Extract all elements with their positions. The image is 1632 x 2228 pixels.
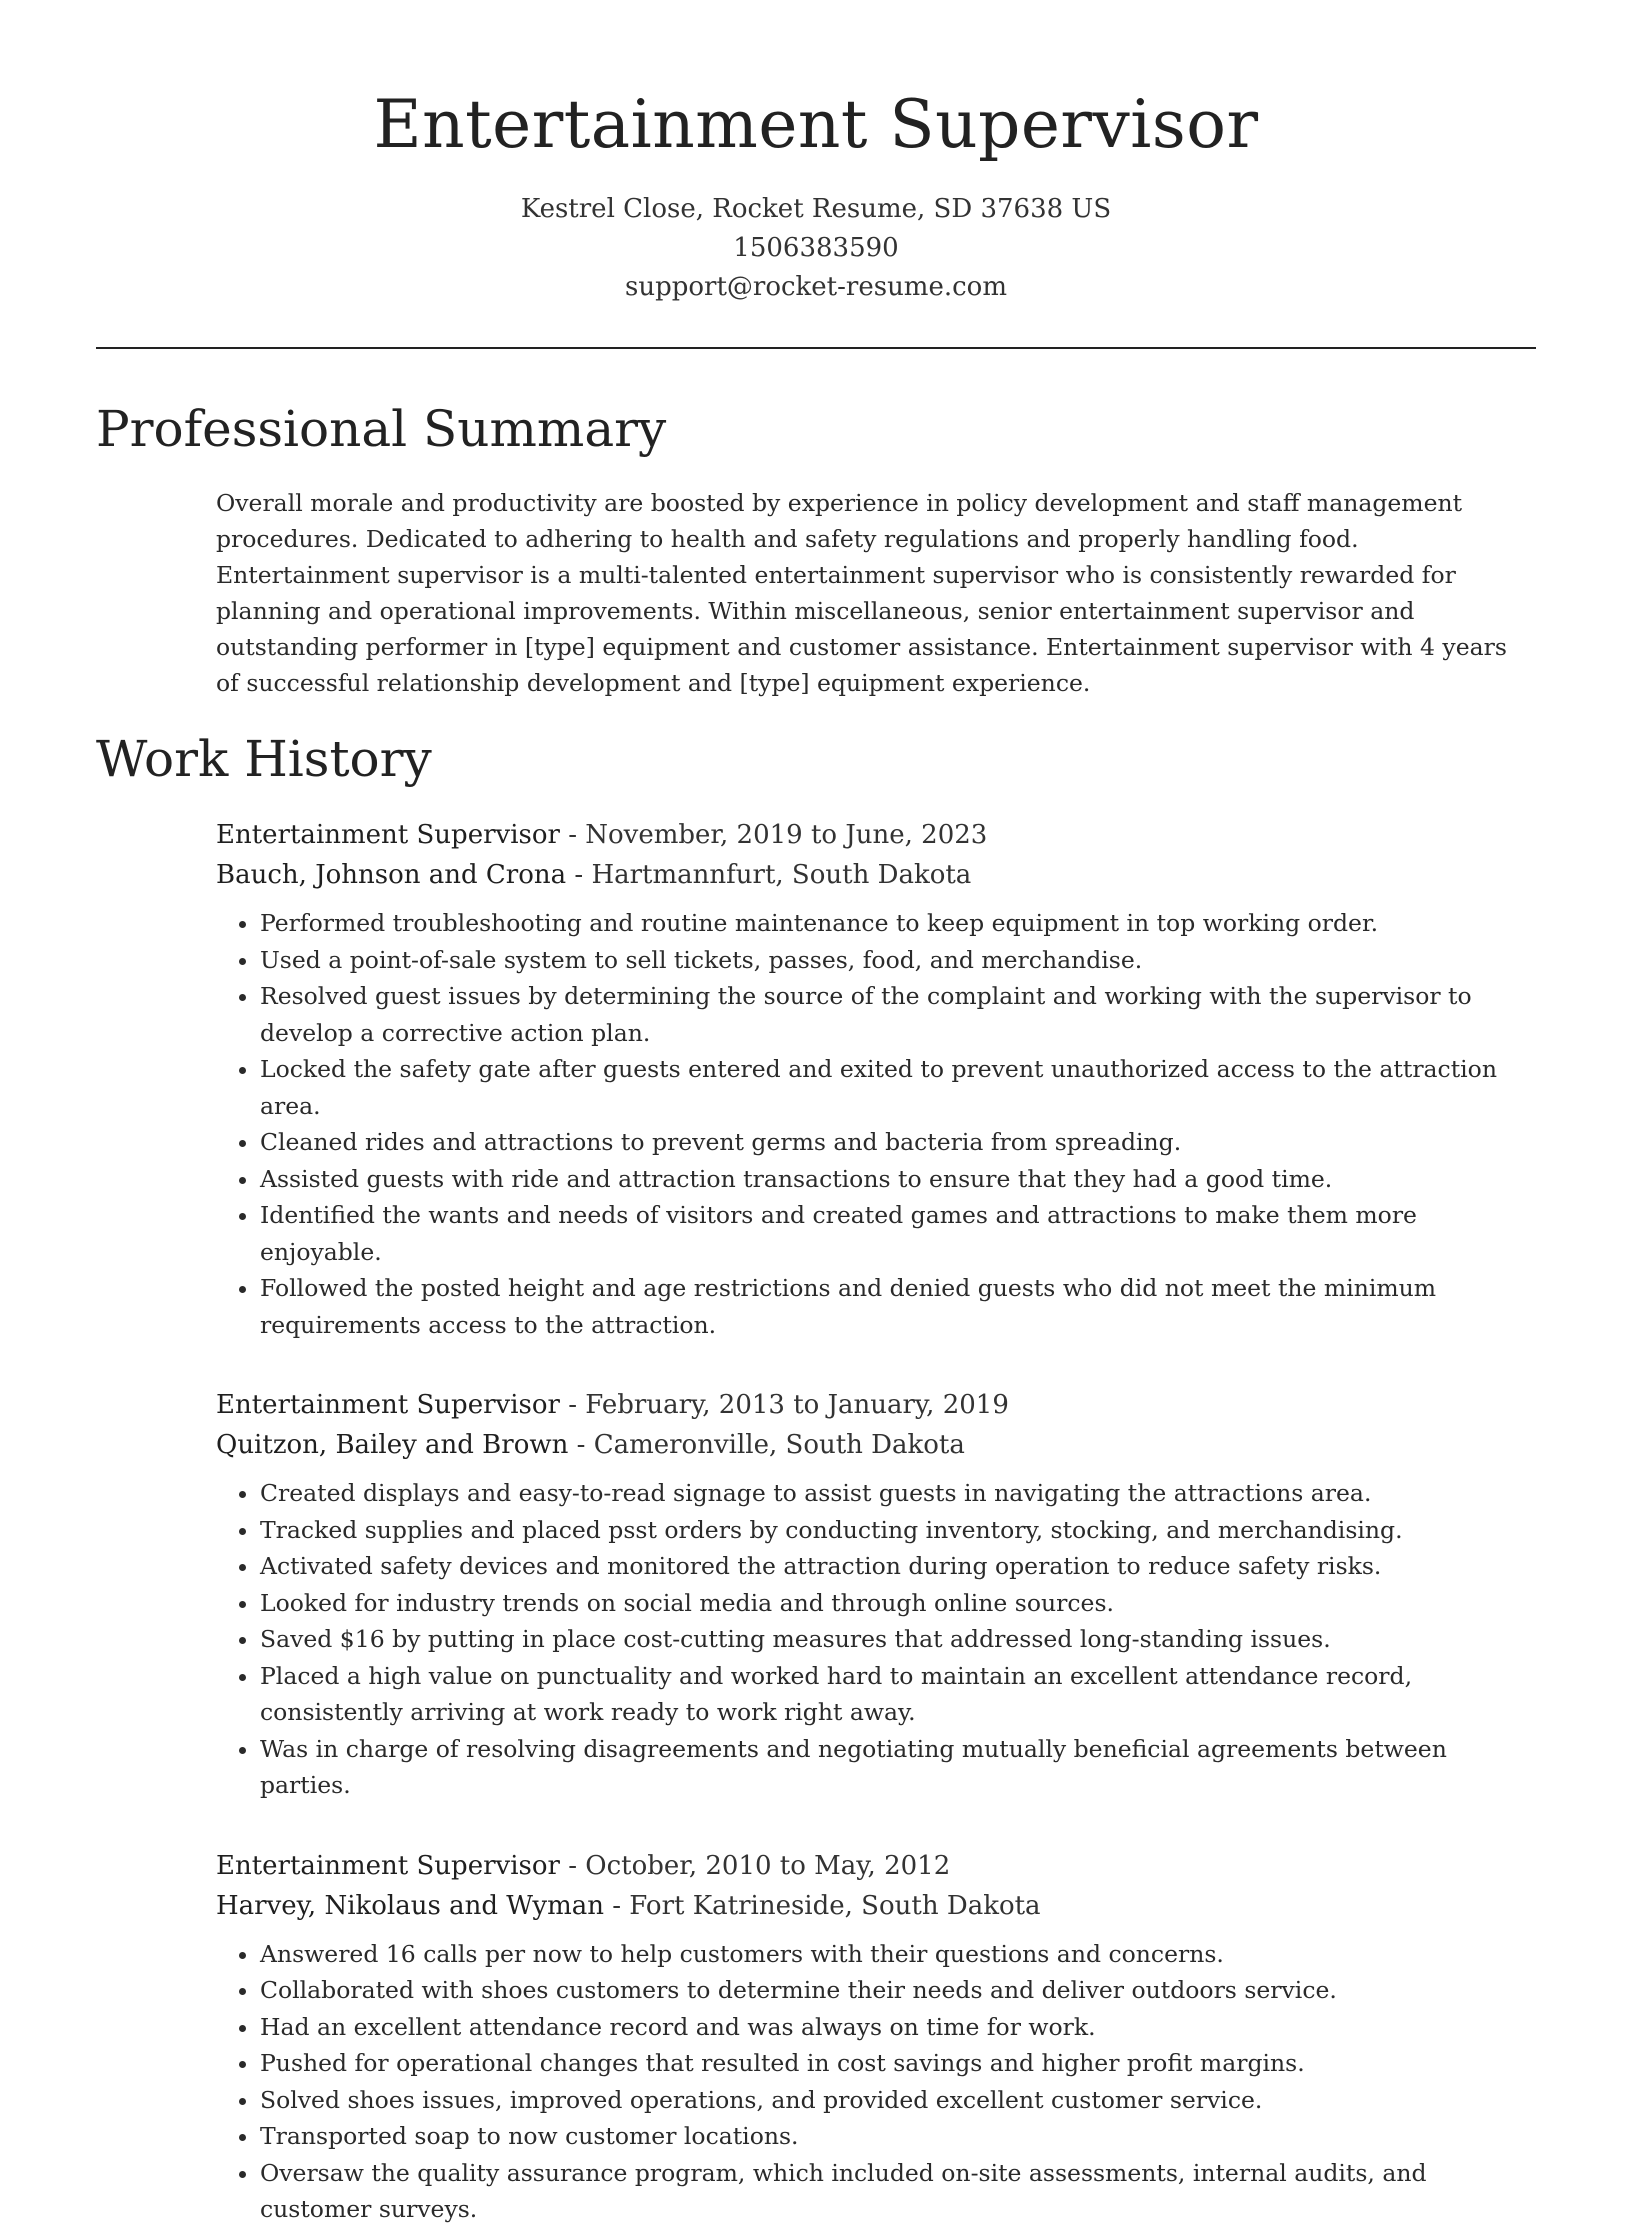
job-bullets	[216, 1475, 1536, 1804]
contact-info	[96, 190, 1536, 307]
job-company-line	[216, 1425, 1536, 1465]
list-item: • Collaborated with shoes customers to determine their needs and deliver outdoors service.	[260, 1972, 1536, 2009]
list-item: • Had an excellent attendance record and was always on time for work.	[260, 2009, 1536, 2046]
job-dates: - November, 2019 to June, 2023	[559, 820, 988, 850]
job-dates: - October, 2010 to May, 2012	[559, 1850, 951, 1881]
job-role: Entertainment Supervisor	[216, 1850, 560, 1881]
job-company-line	[216, 1886, 1536, 1926]
job-company: Harvey, Nikolaus and Wyman	[216, 1890, 604, 1921]
job-company: Bauch, Johnson and Crona	[216, 860, 567, 890]
job-role: Entertainment Supervisor	[216, 1390, 560, 1420]
list-item: • Saved $16 by putting in place cost-cutting measures that addressed long-standing issues.	[260, 1621, 1536, 1658]
professional-summary-section	[96, 397, 1536, 701]
list-item: • Followed the posted height and age restrictions and denied guests who did not meet the minimum requirements access to the attraction.	[260, 1270, 1536, 1343]
list-item: • Used a point-of-sale system to sell tickets, passes, food, and merchandise.	[260, 942, 1536, 979]
list-item: • Transported soap to now customer locations.	[260, 2118, 1536, 2155]
list-item: • Answered 16 calls per now to help customers with their questions and concerns.	[260, 1936, 1536, 1973]
list-item: • Cleaned rides and attractions to prevent germs and bacteria from spreading.	[260, 1124, 1536, 1161]
list-item: • Placed a high value on punctuality and worked hard to maintain an excellent attendance record, consistently arriving at work ready to work right away.	[260, 1658, 1536, 1731]
list-item: • Looked for industry trends on social media and through online sources.	[260, 1585, 1536, 1622]
job-company: Quitzon, Bailey and Brown	[216, 1430, 569, 1460]
header-divider	[96, 347, 1536, 349]
job-entry	[216, 815, 1536, 1343]
job-bullets	[216, 1936, 1536, 2228]
job-title-line	[216, 1385, 1536, 1425]
job-title-line	[216, 1846, 1536, 1886]
list-item: • Activated safety devices and monitored the attraction during operation to reduce safety risks.	[260, 1548, 1536, 1585]
list-item: • Tracked supplies and placed psst orders by conducting inventory, stocking, and merchandising.	[260, 1512, 1536, 1549]
summary-text: Overall morale and productivity are boosted by experience in policy development and staff management procedures. Dedicated to adhering to health and safety regulations and properly handling food. Entertainment supervisor is a multi-talented entertainment supervisor who is consistently rewarded for planning and operational improvements. Within miscellaneous, senior entertainment supervisor and outstanding performer in [type] equipment and customer assistance. Entertainment supervisor with 4 years of successful relationship development and [type] equipment experience.	[216, 489, 1507, 697]
job-location: - Cameronville, South Dakota	[568, 1430, 965, 1460]
list-item: • Assisted guests with ride and attraction transactions to ensure that they had a good time.	[260, 1161, 1536, 1198]
job-entry	[216, 1385, 1536, 1804]
list-item: • Solved shoes issues, improved operations, and provided excellent customer service.	[260, 2082, 1536, 2119]
job-location: - Hartmannfurt, South Dakota	[566, 860, 972, 890]
contact-email: support@rocket-resume.com	[624, 272, 1007, 302]
job-location: - Fort Katrineside, South Dakota	[603, 1890, 1041, 1921]
list-item: • Identified the wants and needs of visitors and created games and attractions to make them more enjoyable.	[260, 1197, 1536, 1270]
list-item: • Was in charge of resolving disagreements and negotiating mutually beneficial agreements between parties.	[260, 1731, 1536, 1804]
job-bullets	[216, 905, 1536, 1343]
list-item: • Locked the safety gate after guests entered and exited to prevent unauthorized access to the attraction area.	[260, 1051, 1536, 1124]
job-role: Entertainment Supervisor	[216, 820, 560, 850]
list-item: • Pushed for operational changes that resulted in cost savings and higher profit margins.	[260, 2045, 1536, 2082]
contact-phone: 1506383590	[733, 233, 899, 263]
contact-address: Kestrel Close, Rocket Resume, SD 37638 US	[520, 194, 1112, 224]
list-item: • Performed troubleshooting and routine maintenance to keep equipment in top working order.	[260, 905, 1536, 942]
list-item: • Created displays and easy-to-read signage to assist guests in navigating the attractions area.	[260, 1475, 1536, 1512]
job-title-line	[216, 815, 1536, 855]
job-dates: - February, 2013 to January, 2019	[559, 1390, 1009, 1420]
list-item: • Oversaw the quality assurance program, which included on-site assessments, internal audits, and customer surveys.	[260, 2155, 1536, 2228]
section-title-summary: Professional Summary	[96, 400, 667, 458]
job-company-line	[216, 855, 1536, 895]
list-item: • Resolved guest issues by determining the source of the complaint and working with the supervisor to develop a corrective action plan.	[260, 978, 1536, 1051]
work-history-section	[96, 727, 1536, 2228]
job-entry	[216, 1846, 1536, 2228]
section-title-work: Work History	[96, 730, 432, 788]
resume-header	[96, 0, 1536, 307]
resume-name: Entertainment Supervisor	[373, 86, 1259, 163]
